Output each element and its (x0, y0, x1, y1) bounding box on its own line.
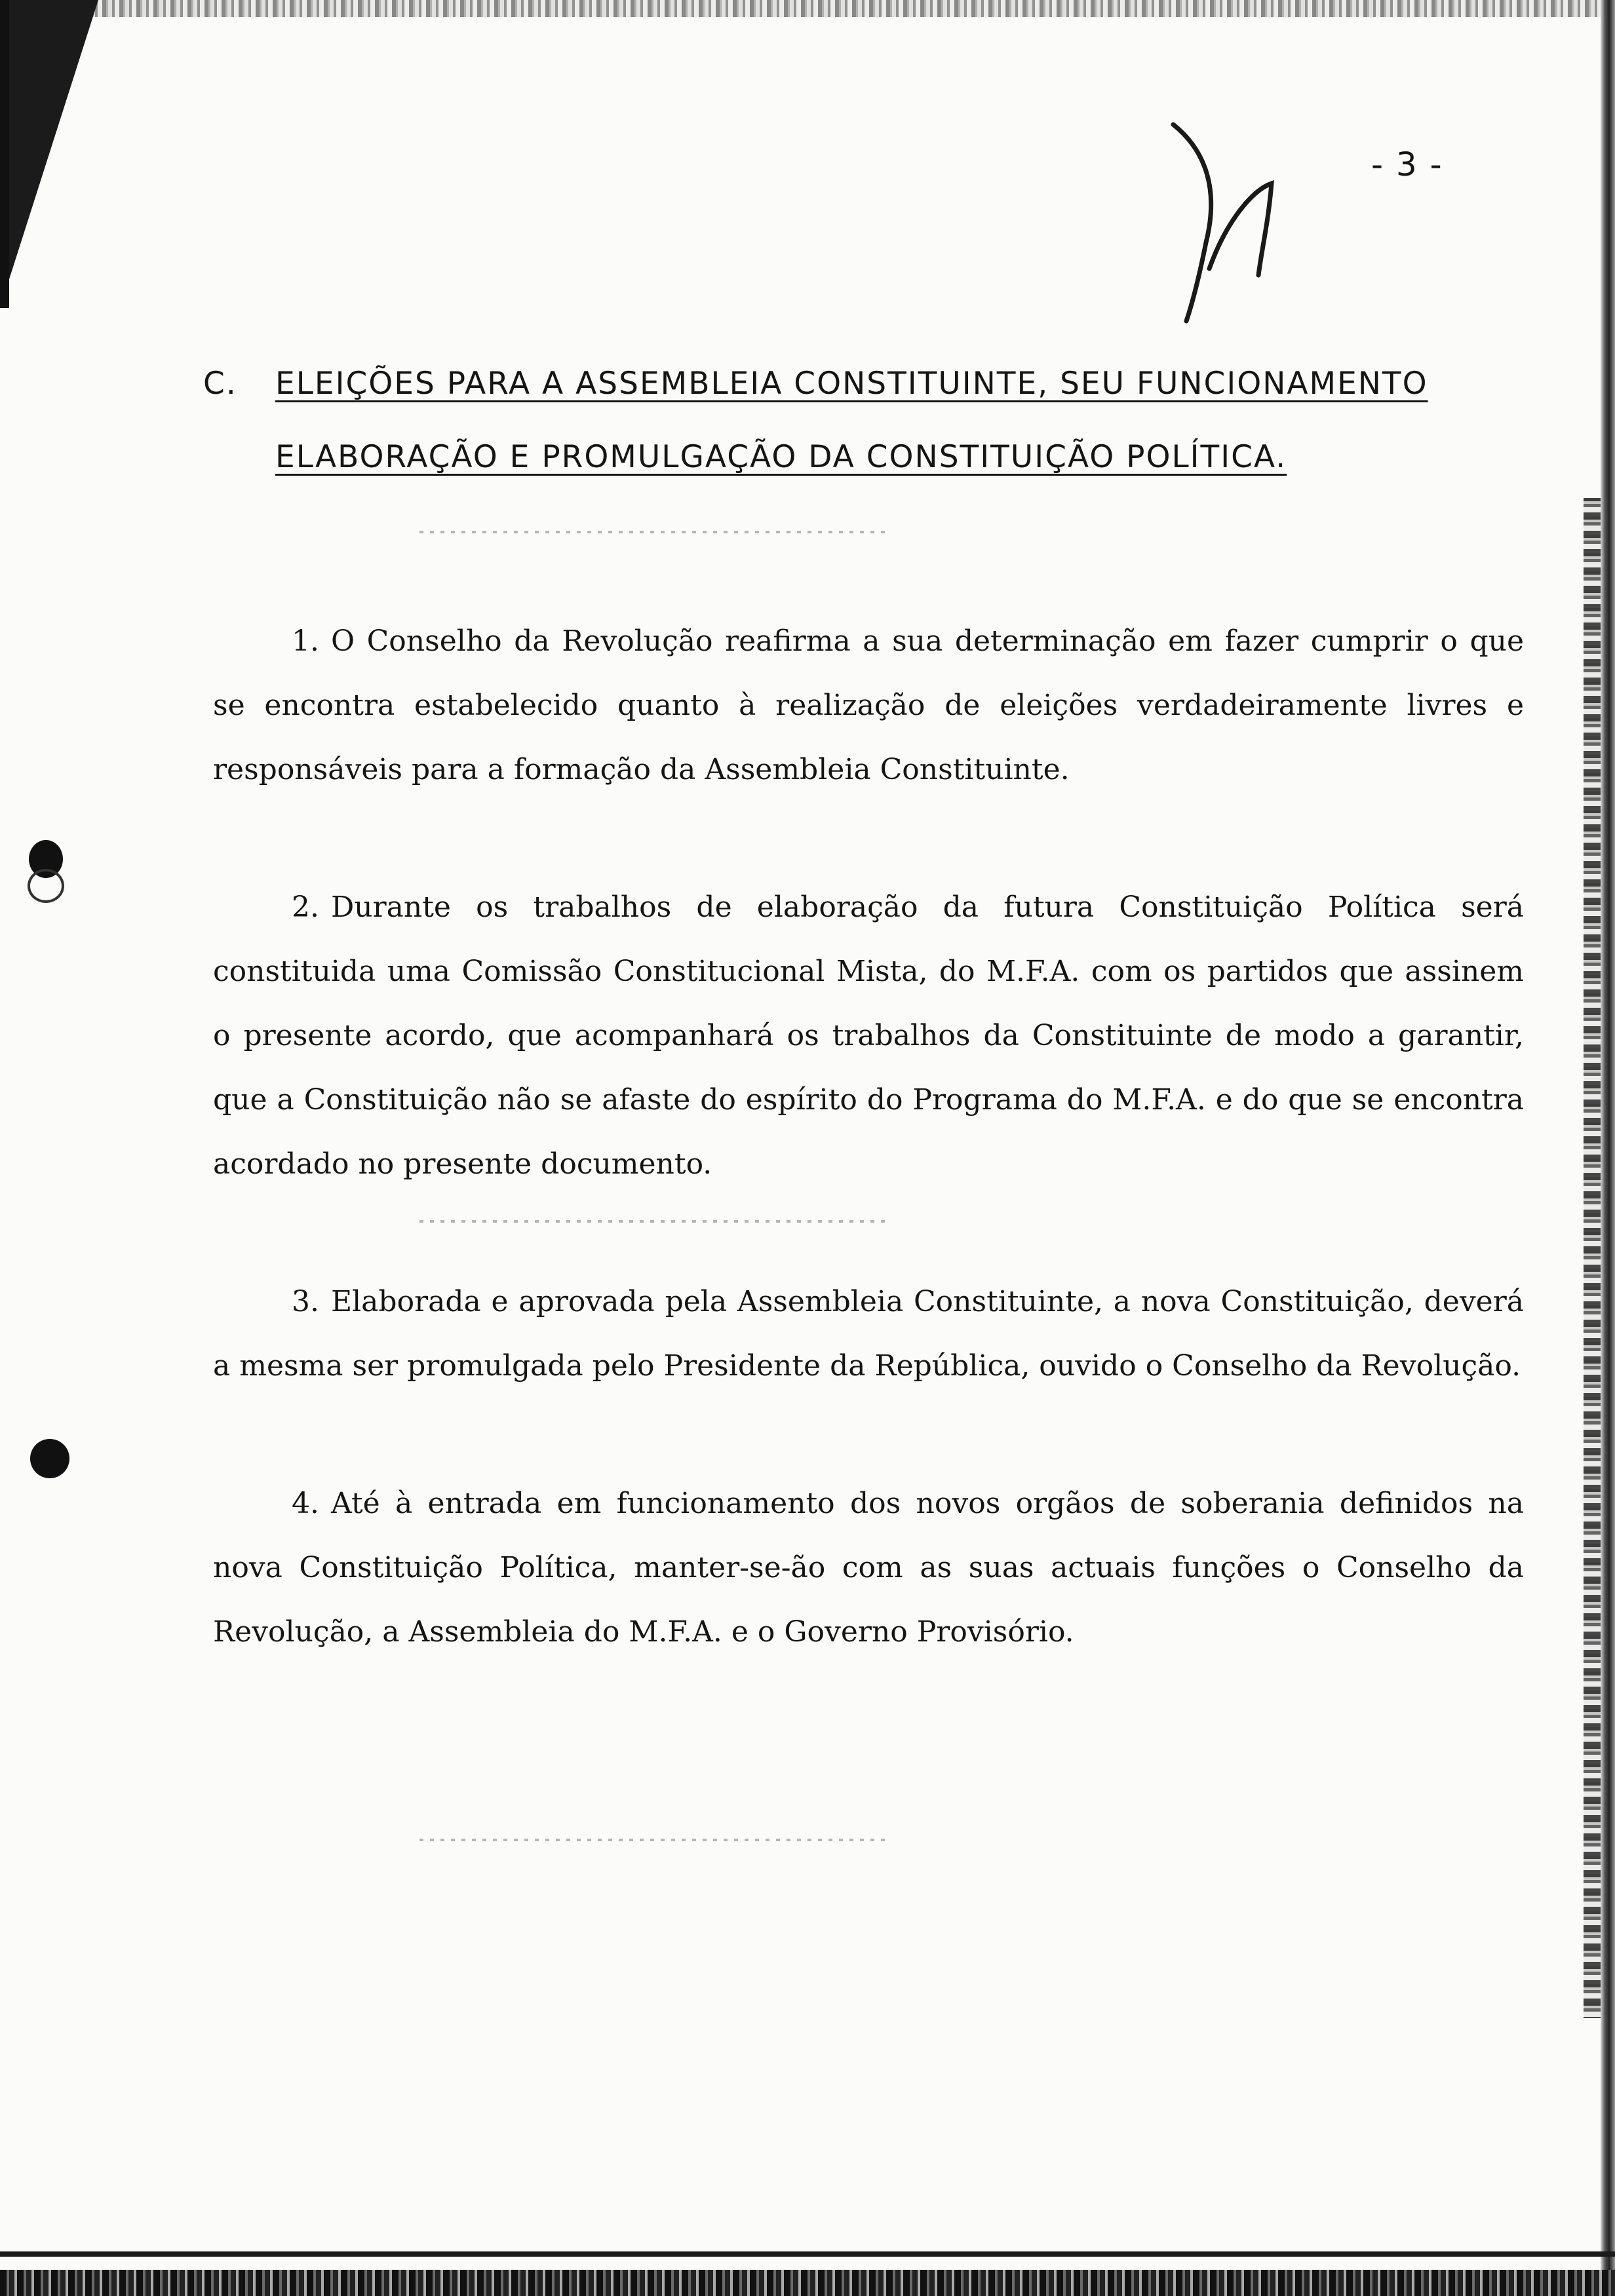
section-letter: C. (203, 366, 237, 402)
paragraph-text: Elaborada e aprovada pela Assembleia Constituinte, a nova Constituição, deverá a mesma ser promulgada pelo Presidente da República, ouvido o Conselho da Revolução. (213, 1285, 1524, 1383)
punch-hole-dark-2 (30, 1439, 69, 1478)
paragraph-number: 4. (292, 1487, 319, 1520)
scan-edge-top (0, 0, 1615, 17)
page-number: - 3 - (1371, 145, 1443, 183)
scan-edge-left-strip (0, 0, 9, 308)
paragraph-1 (213, 609, 1524, 802)
handwritten-initials-mark (1147, 111, 1304, 334)
paragraph-number: 2. (292, 890, 319, 924)
paragraph-text: Durante os trabalhos de elaboração da futura Constituição Política será constituida uma Comissão Constitucional Mista, do M.F.A. com os partidos que assinem o presente acordo, que acompanhará os trabalhos da Constituinte de modo a garantir, que a Constituição não se afaste do espírito do Programa do M.F.A. e do que se encontra acordado no presente documento. (213, 890, 1524, 1181)
scan-edge-right-noise (1584, 498, 1601, 2018)
punch-hole-ring (28, 869, 64, 903)
scan-edge-left-wedge (0, 0, 98, 308)
paragraph-number: 1. (292, 624, 319, 658)
scan-dotted-line-1 (419, 531, 891, 533)
document-body (213, 609, 1524, 1738)
paragraph-text: Até à entrada em funcionamento dos novos orgãos de soberania definidos na nova Constituição Política, manter-se-ão com as suas actuais funções o Conselho da Revolução, a Assembleia do M.F.A. e o Governo Provisório. (213, 1487, 1524, 1649)
scan-dotted-line-3 (419, 1839, 891, 1841)
scan-edge-bottom (0, 2270, 1615, 2296)
scan-edge-right (1601, 0, 1615, 2296)
paragraph-3 (213, 1270, 1524, 1398)
paragraph-2 (213, 875, 1524, 1196)
paragraph-text: O Conselho da Revolução reafirma a sua determinação em fazer cumprir o que se encontra estabelecido quanto à realização de eleições verdadeiramente livres e responsáveis para a formação da Assembleia Constituinte. (213, 624, 1524, 786)
scan-edge-bottom-line (0, 2251, 1615, 2257)
paragraph-number: 3. (292, 1285, 319, 1318)
section-title-line-1: ELEIÇÕES PARA A ASSEMBLEIA CONSTITUINTE, SEU FUNCIONAMENTO (275, 366, 1428, 402)
section-title-line-2: ELABORAÇÃO E PROMULGAÇÃO DA CONSTITUIÇÃO POLÍTICA. (275, 439, 1287, 475)
paragraph-4 (213, 1472, 1524, 1664)
section-heading (203, 347, 1540, 494)
